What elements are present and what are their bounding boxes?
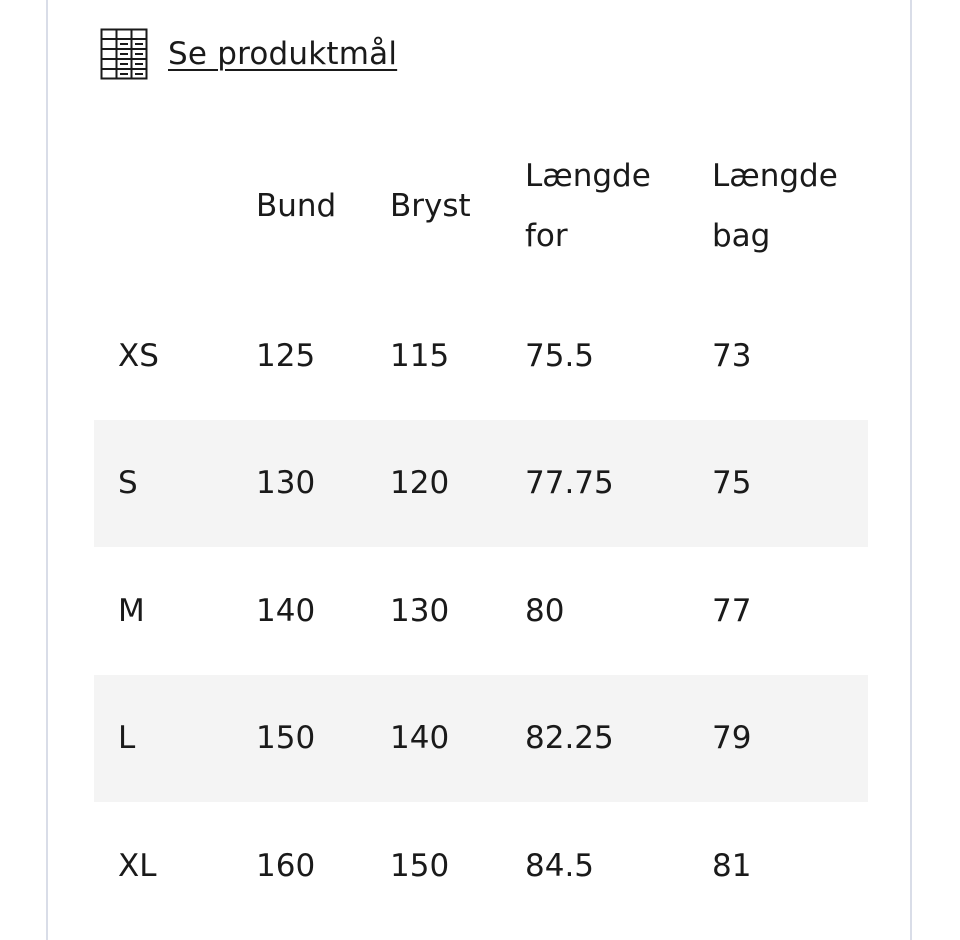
table-cell: 77.75 [525, 420, 712, 548]
table-cell: 84.5 [525, 847, 595, 884]
table-cell: 75.5 [525, 337, 595, 374]
header-length-front: Længde for [525, 158, 651, 254]
table-cell: 140 [390, 675, 525, 803]
table-header-row [94, 120, 868, 292]
table-cell: 125 [256, 337, 316, 374]
size-guide-panel [46, 0, 912, 940]
table-row [94, 420, 868, 548]
header-length-back: Længde bag [712, 158, 838, 254]
table-cell: 115 [390, 337, 450, 374]
table-cell: 160 [256, 847, 316, 884]
size-cell: XS [118, 337, 159, 374]
table-row [94, 802, 868, 930]
table-cell: 130 [256, 420, 390, 548]
product-measurements-label: Se produktmål [168, 36, 398, 72]
product-measurements-link[interactable] [100, 28, 397, 80]
size-chart-icon [100, 28, 148, 80]
table-cell: 120 [390, 420, 525, 548]
size-cell: S [94, 420, 256, 548]
table-cell: 130 [390, 592, 450, 629]
table-cell: 150 [390, 847, 450, 884]
table-cell: 80 [525, 592, 565, 629]
table-cell: 150 [256, 675, 390, 803]
table-row [94, 292, 868, 420]
header-size [94, 120, 256, 292]
table-cell: 81 [712, 847, 752, 884]
table-cell: 77 [712, 592, 752, 629]
size-cell: M [118, 592, 145, 629]
table-row [94, 675, 868, 803]
size-table [94, 120, 868, 930]
table-row [94, 547, 868, 675]
header-bund: Bund [256, 188, 337, 224]
table-cell: 140 [256, 592, 316, 629]
header-bryst: Bryst [390, 188, 471, 224]
table-cell: 82.25 [525, 675, 712, 803]
table-cell: 79 [712, 675, 868, 803]
table-cell: 75 [712, 420, 868, 548]
size-cell: L [94, 675, 256, 803]
size-cell: XL [118, 847, 157, 884]
table-cell: 73 [712, 337, 752, 374]
